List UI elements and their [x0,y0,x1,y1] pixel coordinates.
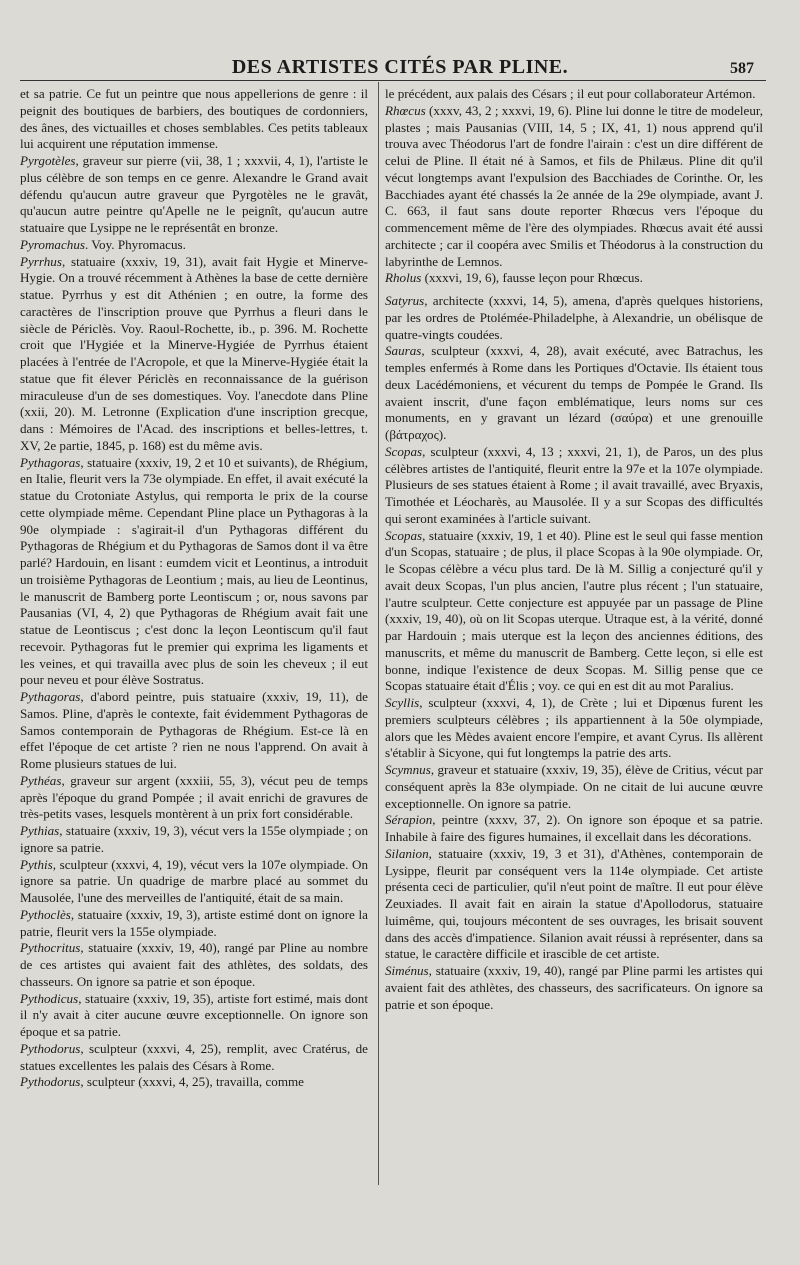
entry-head: Pyromachus [20,236,85,252]
entry-body: , statuaire (xxxiv, 19, 3), artiste estimé dont on ignore la patrie, fleurit vers la 155e olympiade. [20,906,368,939]
entry-simenus [385,963,763,1013]
entry-head: Pythocritus [20,940,81,956]
entry-body: , sculpteur (xxxvi, 4, 1), de Crète ; lui et Dipœnus furent les premiers sculpteurs célèbres ; ils appartiennent à la 50e olympiade, alors que les Mèdes avaient encore l'empire, et avant Cyrus. Ils allèrent s'établir à Sicyone, qui fut longtemps la patrie des arts. [385,695,763,761]
entry-pythis [20,857,368,907]
entry-pythocritus [20,940,368,990]
page-header [0,52,800,80]
column-divider [378,82,379,1185]
entry-scymnus [385,762,763,812]
entry-pythagoras-samos [20,689,368,773]
entry-body: , statuaire (xxxiv, 19, 31), avait fait Hygie et Minerve-Hygie. On a trouvé récemment à Athènes la base de cette dernière statue. Pyrrhus y est dit Athénien ; en outre, la forme des caractères de l'inscription prouve que Pyrrhus a fleuri dans le siècle de Périclès. Voy. Raoul-Rochette, ib., p. 396. M. Rochette croit que l'Hygiée et la Minerve-Hygiée de Pyrrhus étaient placées à l'entrée de l'Acropole, et que la Minerve-Hygiée était la statue que fit élever Périclès en reconnaissance de la guérison miraculeuse d'un de ses domestiques. Voy. l'anecdote dans Pline (xxii, 20). M. Letronne (Explication d'une inscription grecque, dans : Mémoires de l'Acad. des inscriptions et belles-lettres, t. XV, 2e partie, 1845, p. 168) est du même avis. [20,253,368,453]
entry-body: , statuaire (xxxiv, 19, 2 et 10 et suivants), de Rhégium, en Italie, fleurit vers la 73e olympiade. En effet, il avait exécuté la statue du Crotoniate Astylus, qui remporta le prix de la course cette olympiade même. Cependant Pline place un Pythagoras à la 90e olympiade : s'agirait-il d'un Pythagoras différent du Pythagoras de Rhégium et du Pythagoras de Samos dont il va être parlé? Hardouin, en lisant : eumdem vicit et Leontinus, a introduit un troisième Pythagoras de Leontium ; mais, au lieu de Leontinus, le manuscrit de Bamberg porte Leontiscum ; or, nous savons par Pausanias (VI, 4, 2) que Pythagoras de Rhégium avait fait une statue de Leontiscus ; c'est donc la leçon Leontiscum qu'il faut recevoir. Pythagoras fut le premier qui exprima les ligaments et les veines, et qui travailla avec plus de soin les cheveux ; il eut pour neveu et pour élève Sostratus. [20,454,368,688]
header-rule [20,80,766,81]
entry-body: , graveur sur argent (xxxiii, 55, 3), vécut peu de temps après l'époque du grand Pompée ; il avait enrichi de gravures de très-petits vases, lesquels montèrent à un prix fort considérable. [20,772,368,822]
entry-body: , sculpteur (xxxvi, 4, 25), remplit, avec Cratérus, de statues excellentes les palais des Césars à Rome. [20,1040,368,1073]
entry-body: , peintre (xxxv, 37, 2). On ignore son époque et sa patrie. Inhabile à faire des figures humaines, il excellait dans les décorations. [385,812,763,844]
entry-body: , sculpteur (xxxvi, 4, 19), vécut vers la 107e olympiade. On ignore sa patrie. Un quadrige de marbre placé au sommet du Mausolée, l'une des merveilles de l'antiquité, était de sa main. [20,856,368,905]
entry-head: Sauras [385,343,422,359]
entry-body: , sculpteur (xxxvi, 4, 25), travailla, comme [80,1074,304,1090]
entry-body: , statuaire (xxxiv, 19, 40), rangé par Pline parmi les artistes qui avaient fait des athlètes, des chasseurs, des sacrificateurs. On ignore sa patrie et son époque. [385,963,763,1012]
entry-head: Pyrgotèles [20,153,76,168]
entry-body: (xxxvi, 19, 6), fausse leçon pour Rhœcus. [421,270,643,286]
entry-body: , statuaire (xxxiv, 19, 3), vécut vers la 155e olympiade ; on ignore sa patrie. [20,823,368,855]
entry-head: Silanion [385,845,429,861]
entry-body: , d'abord peintre, puis statuaire (xxxiv, 19, 11), de Samos. Pline, d'après le contexte, fait évidemment Pythagoras de Samos contemporain de Pythagoras de Rhégium. Est-ce là en effet l'époque de cet artiste ? rien ne nous l'apprend. On avait à Rome plusieurs statues de lui. [20,689,368,771]
entry-head: Siménus [385,963,429,978]
running-head: DES ARTISTES CITÉS PAR PLINE. [231,56,569,78]
entry-body: . Voy. Phyromacus. [84,236,186,252]
entry-body: , statuaire (xxxiv, 19, 40), rangé par Pline au nombre de ces artistes qui avaient fait des athlètes, des soldats, des chasseurs. On ignore sa patrie et son époque. [20,940,368,989]
entry-scyllis [385,695,763,762]
entry-body: (xxxv, 43, 2 ; xxxvi, 19, 6). Pline lui donne le titre de modeleur, plastes ; mais Pausanias (VIII, 14, 5 ; IX, 41, 1) nous apprend qu'il trouva avec Théodorus l'art de fondre l'airain : c'est un dire différent de celui de Pline. Il était né à Samos, et fils de Philæus. Pline dit qu'il vécut longtemps avant l'expulsion des Bacchiades de Corinthe. Or, les Bacchiades ayant été chassés la 2e année de la 29e olympiade, avant J. C. 663, il faut sans doute reporter Rhœcus vers l'époque du commencement même de l'ère des olympiades. Rhœcus avait été aussi architecte ; car il coopéra avec Smilis et Théodorus à la construction du labyrinthe de Lemnos. [385,102,763,269]
entry-body: , graveur sur pierre (vii, 38, 1 ; xxxvii, 4, 1), l'artiste le plus célèbre de son temps en ce genre. Alexandre le Grand avait défendu qu'aucun autre graveur que Pyrgotèles ne le gravât, qu'aucun autre peintre qu'Apelle ne le peignît, qu'aucun autre statuaire que Lysippe ne le représentât en bronze. [20,153,368,235]
entry-continuation: et sa patrie. Ce fut un peintre que nous appellerions de genre : il peignit des boutiques de barbiers, des boutiques de cordonniers, des ânes, des victuailles et choses semblables. Ces petits tableaux lui acquirent une réputation immense. [20,86,368,152]
entry-rhoecus [385,103,763,271]
entry-rholus [385,270,763,287]
entry-serapion [385,812,763,846]
entry-body: , statuaire (xxxiv, 19, 35), artiste fort estimé, mais dont il n'y avait à citer aucune œuvre exceptionnelle. On ignore son époque et sa patrie. [20,990,368,1039]
entry-head: Rhœcus [385,102,426,118]
entry-head: Scopas [385,527,423,543]
entry-body: , graveur et statuaire (xxxiv, 19, 35), élève de Critius, vécut par conséquent après la 83e olympiade. On ne citait de lui aucune œuvre exceptionnelle. On ignore sa patrie. [385,762,763,811]
right-column [385,86,763,1013]
entry-head: Rholus [385,270,422,286]
entry-body: , sculpteur (xxxvi, 4, 13 ; xxxvi, 21, 1), de Paros, un des plus célèbres artistes de l'antiquité, fleurit entre la 97e et la 107e olympiade. Plusieurs de ses statues étaient à Rome ; il avait travaillé, avec Bryaxis, Timothée et Léocharès, au Mausolée. Il y a sur Scopas des difficultés qui seront examinées à l'article suivant. [385,443,763,526]
entry-body: , sculpteur (xxxvi, 4, 28), avait exécuté, avec Batrachus, les temples enfermés à Rome dans les Portiques d'Octavie. Ils étaient tous deux Lacédémoniens, et vécurent du temps de Pompée le Grand. Ils avaient inscrit, d'une façon emblématique, leurs noms sur ces monuments, en y gravant un lézard (σαύρα) et une grenouille (βάτραχος). [385,343,763,442]
entry-head: Pythias [20,823,60,838]
entry-pythias [20,823,368,857]
entry-sauras [385,343,763,444]
entry-head: Scopas [385,443,423,459]
entry-pythodorus-2 [20,1074,368,1091]
entry-body: , statuaire (xxxiv, 19, 3 et 31), d'Athènes, contemporain de Lysippe, fleurit par conséquent vers la 114e olympiade. Cet artiste présenta ceci de particulier, qu'il n'eut point de maître. Il eut pour élève Zeuxiades. Il avait fait en airain la statue d'Apollodorus, statuaire luimême, qui, toujours mécontent de ses ouvrages, les brisait souvent dans des accès d'impatience. Silanion avait réussi à représenter, dans sa statue, le caractère difficile et irascible de cet artiste. [385,845,763,962]
entry-silanion [385,846,763,963]
entry-head: Pyrrhus [20,253,62,269]
entry-head: Pythoclès [20,906,71,922]
entry-head: Pythis [20,856,53,872]
entry-body: , statuaire (xxxiv, 19, 1 et 40). Pline est le seul qui fasse mention d'un Scopas, statuaire ; de plus, il place Scopas à la 90e olympiade. Or, le Scopas célèbre a vécu plus tard. De là M. Sillig a conjecturé qu'il y avait deux Scopas, l'un plus ancien, l'autre plus récent ; l'un statuaire, l'autre sculpteur. Cette conjecture est appuyée par un passage de Pline (xxxiv, 19, 40), où on lit Scopas uterque. Utraque est, à la vérité, donné par Hardouin ; mais uterque est la leçon des anciennes éditions, des manuscrits, et même du manuscrit de Bamberg. Cette leçon, si elle est bonne, indique l'existence de deux Scopas. M. Sillig pense que ce Scopas statuaire était d'Élis ; voy. ce qui en est dit au mot Paralius. [385,527,763,694]
entry-scopas-sculpteur [385,444,763,528]
entry-head: Satyrus [385,293,425,308]
entry-head: Sérapion [385,812,433,828]
entry-head: Pythéas [20,772,62,788]
entry-head: Pythagoras [20,689,81,704]
entry-pythagoras-rhegium [20,455,368,690]
entry-head: Pythodorus [20,1040,81,1056]
entry-pyromachus [20,237,368,254]
entry-body: , architecte (xxxvi, 14, 5), amena, d'après quelques historiens, par les ordres de Ptolémée-Philadelphe, à Alexandrie, un obélisque de quatre-vingts coudées. [385,293,763,342]
entry-head: Pythodicus [20,990,79,1006]
entry-pythocles [20,907,368,941]
entry-head: Scymnus [385,762,431,777]
page-number: 587 [730,60,754,77]
entry-head: Pythagoras [20,454,81,470]
entry-pythodorus-1 [20,1041,368,1075]
entry-satyrus [385,293,763,343]
entry-pytheas [20,773,368,823]
entry-pythodicus [20,991,368,1041]
entry-scopas-statuaire [385,528,763,696]
left-column [20,86,368,1091]
entry-head: Pythodorus [20,1074,81,1090]
entry-head: Scyllis [385,695,420,710]
entry-continuation: le précédent, aux palais des Césars ; il eut pour collaborateur Artémon. [385,86,756,101]
entry-pyrrhus [20,254,368,455]
entry-pyrgoteles [20,153,368,237]
